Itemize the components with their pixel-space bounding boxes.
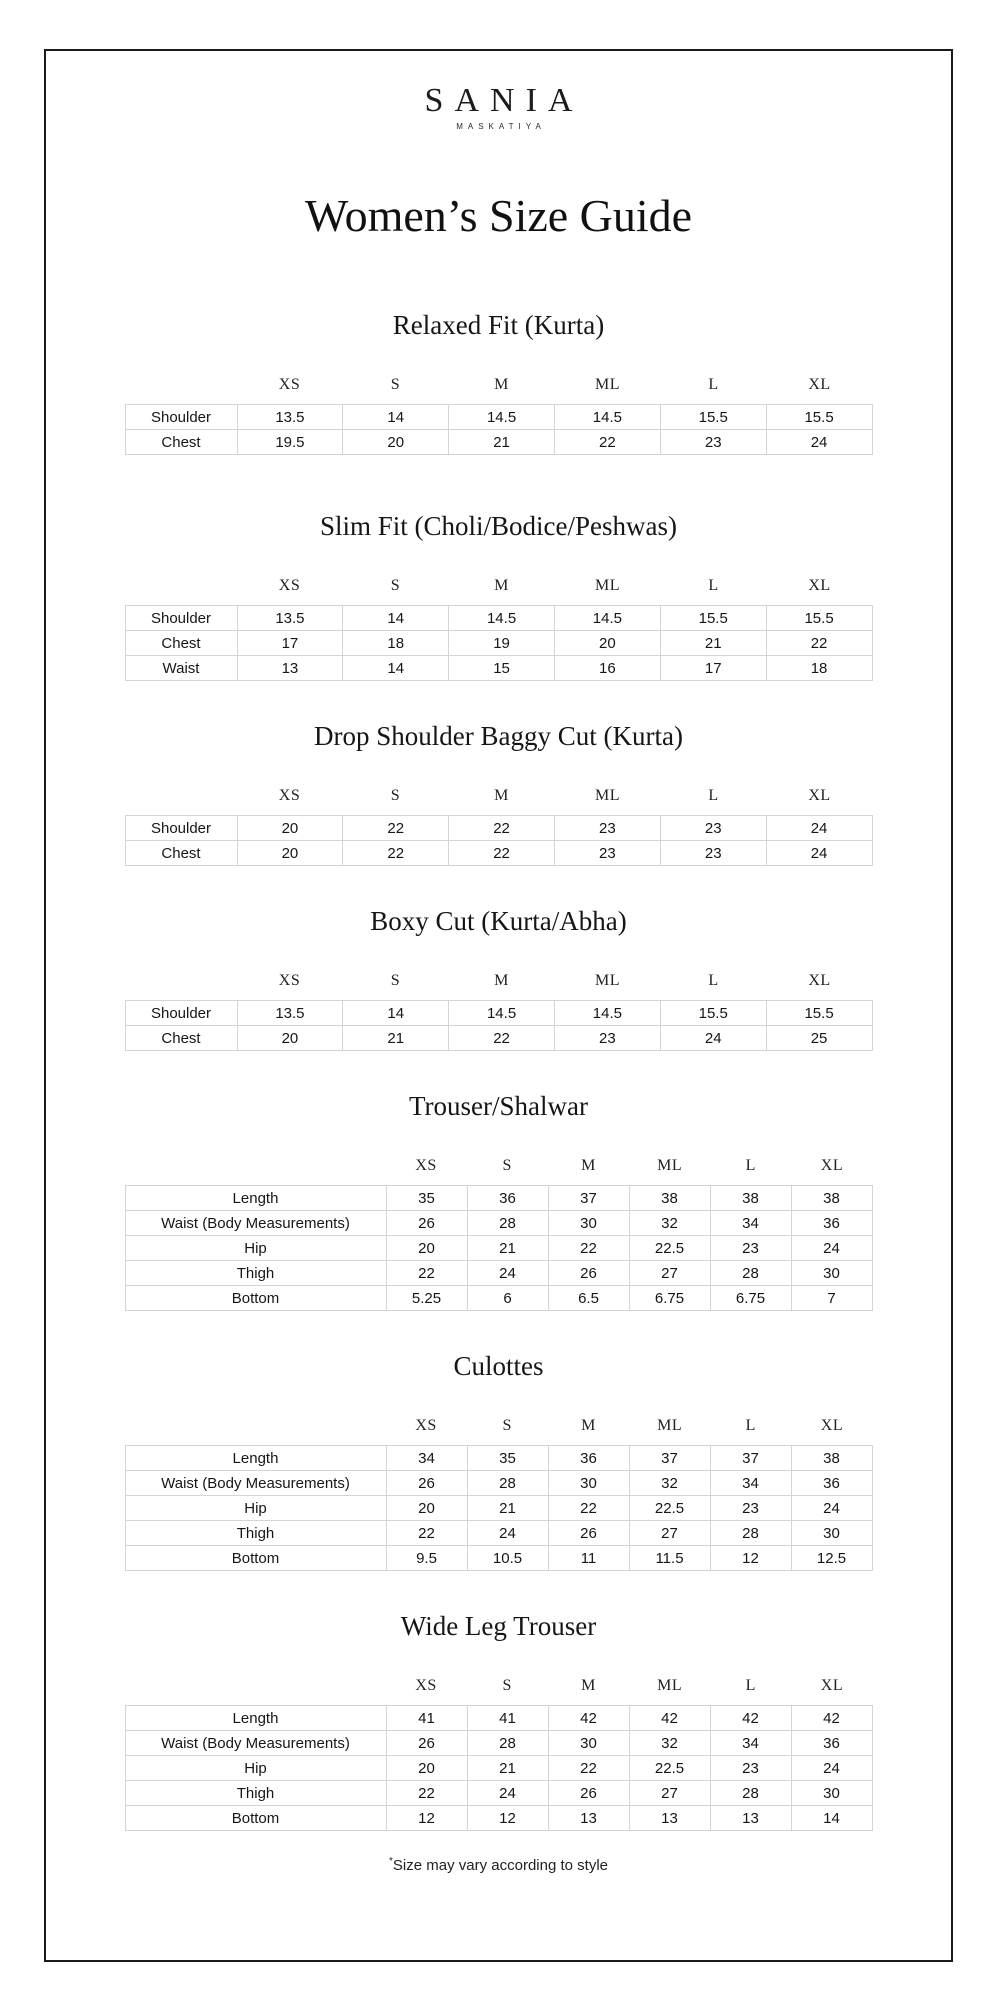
size-value: 34	[710, 1211, 791, 1236]
size-value: 26	[386, 1471, 467, 1496]
size-value: 22	[554, 430, 660, 455]
size-header: XL	[808, 577, 831, 594]
size-table	[125, 1185, 873, 1311]
size-value: 14	[343, 656, 449, 681]
size-value: 16	[554, 656, 660, 681]
table-row	[125, 1186, 872, 1211]
size-value: 24	[467, 1521, 548, 1546]
size-value: 28	[710, 1261, 791, 1286]
size-header: M	[494, 376, 509, 393]
size-value: 20	[343, 430, 449, 455]
size-value: 14.5	[449, 606, 555, 631]
size-section	[125, 904, 873, 1051]
row-label: Shoulder	[125, 816, 237, 841]
row-label: Chest	[125, 631, 237, 656]
size-value: 15.5	[766, 606, 872, 631]
table-row	[125, 816, 872, 841]
size-value: 24	[791, 1236, 872, 1261]
size-value: 12.5	[791, 1546, 872, 1571]
size-section	[125, 308, 873, 455]
section-title: Culottes	[453, 1351, 544, 1381]
size-value: 13	[710, 1806, 791, 1831]
size-value: 24	[467, 1261, 548, 1286]
size-header: L	[708, 577, 719, 594]
size-header: XS	[278, 972, 301, 989]
size-header-row	[125, 1675, 873, 1697]
size-header-row	[125, 374, 873, 396]
size-value: 12	[467, 1806, 548, 1831]
size-table	[125, 815, 873, 866]
size-value: 22.5	[629, 1236, 710, 1261]
size-value: 34	[710, 1731, 791, 1756]
section-title: Slim Fit (Choli/Bodice/Peshwas)	[319, 511, 677, 541]
table-row	[125, 1706, 872, 1731]
size-value: 20	[386, 1236, 467, 1261]
size-header: XS	[415, 1417, 437, 1434]
table-row	[125, 1496, 872, 1521]
size-value: 37	[629, 1446, 710, 1471]
size-value: 22	[449, 1026, 555, 1051]
size-value: 6.75	[710, 1286, 791, 1311]
section-title: Trouser/Shalwar	[409, 1091, 588, 1121]
row-label: Chest	[125, 1026, 237, 1051]
size-value: 23	[660, 841, 766, 866]
size-section	[125, 1349, 873, 1571]
table-row	[125, 1446, 872, 1471]
row-label: Chest	[125, 841, 237, 866]
size-value: 20	[386, 1496, 467, 1521]
size-value: 32	[629, 1211, 710, 1236]
size-header: S	[390, 787, 401, 804]
table-row	[125, 631, 872, 656]
size-value: 36	[791, 1471, 872, 1496]
size-value: 7	[791, 1286, 872, 1311]
table-row	[125, 1471, 872, 1496]
size-value: 15.5	[660, 606, 766, 631]
table-row	[125, 1026, 872, 1051]
size-table	[125, 1000, 873, 1051]
size-table	[125, 605, 873, 681]
row-label: Shoulder	[125, 1001, 237, 1026]
size-value: 22.5	[629, 1496, 710, 1521]
row-label: Shoulder	[125, 606, 237, 631]
size-value: 21	[449, 430, 555, 455]
size-header: S	[390, 577, 401, 594]
size-value: 10.5	[467, 1546, 548, 1571]
table-row	[125, 1236, 872, 1261]
size-value: 19	[449, 631, 555, 656]
size-value: 20	[386, 1756, 467, 1781]
size-section	[125, 509, 873, 681]
size-value: 37	[710, 1446, 791, 1471]
row-label: Hip	[125, 1496, 386, 1521]
row-label: Bottom	[125, 1286, 386, 1311]
size-header: XL	[820, 1157, 844, 1174]
size-header: ML	[595, 787, 620, 804]
size-value: 38	[629, 1186, 710, 1211]
size-header: L	[708, 972, 719, 989]
size-table	[125, 404, 873, 455]
size-value: 22	[766, 631, 872, 656]
size-header: XS	[415, 1157, 437, 1174]
size-value: 22	[548, 1236, 629, 1261]
size-value: 24	[791, 1496, 872, 1521]
size-value: 15.5	[766, 405, 872, 430]
size-header-row	[125, 1415, 873, 1437]
size-value: 30	[548, 1471, 629, 1496]
size-value: 6	[467, 1286, 548, 1311]
size-value: 21	[467, 1756, 548, 1781]
size-value: 24	[467, 1781, 548, 1806]
size-value: 13	[548, 1806, 629, 1831]
size-value: 5.25	[386, 1286, 467, 1311]
size-value: 37	[548, 1186, 629, 1211]
size-header: S	[390, 376, 401, 393]
size-value: 36	[791, 1211, 872, 1236]
size-header: M	[581, 1417, 596, 1434]
size-value: 24	[766, 816, 872, 841]
size-value: 14.5	[449, 405, 555, 430]
row-label: Shoulder	[125, 405, 237, 430]
size-header: ML	[657, 1417, 683, 1434]
size-value: 17	[237, 631, 343, 656]
size-value: 15	[449, 656, 555, 681]
size-value: 22	[343, 841, 449, 866]
size-value: 26	[548, 1781, 629, 1806]
size-table	[125, 1705, 873, 1831]
size-value: 22	[386, 1261, 467, 1286]
size-header-row	[125, 785, 873, 807]
size-value: 17	[660, 656, 766, 681]
size-value: 22.5	[629, 1756, 710, 1781]
table-row	[125, 1756, 872, 1781]
row-label: Waist (Body Measurements)	[125, 1211, 386, 1236]
size-header: XS	[278, 376, 301, 393]
table-row	[125, 1001, 872, 1026]
size-value: 22	[386, 1521, 467, 1546]
size-value: 14	[343, 405, 449, 430]
size-value: 23	[554, 841, 660, 866]
size-value: 20	[237, 816, 343, 841]
row-label: Hip	[125, 1756, 386, 1781]
table-row	[125, 1806, 872, 1831]
size-value: 11	[548, 1546, 629, 1571]
size-value: 30	[791, 1261, 872, 1286]
size-header: S	[502, 1157, 512, 1174]
size-header: ML	[657, 1677, 683, 1694]
brand-name: SANIA	[424, 82, 584, 119]
size-value: 32	[629, 1471, 710, 1496]
brand-logo	[125, 51, 873, 132]
size-table	[125, 1445, 873, 1571]
table-row	[125, 1521, 872, 1546]
size-value: 22	[343, 816, 449, 841]
size-value: 28	[467, 1731, 548, 1756]
size-header: ML	[657, 1157, 683, 1174]
size-value: 42	[791, 1706, 872, 1731]
size-header: XL	[808, 376, 831, 393]
row-label: Hip	[125, 1236, 386, 1261]
size-value: 41	[467, 1706, 548, 1731]
size-value: 19.5	[237, 430, 343, 455]
size-value: 23	[554, 1026, 660, 1051]
size-value: 38	[791, 1446, 872, 1471]
size-value: 22	[548, 1496, 629, 1521]
sections	[125, 308, 873, 1831]
page-content	[125, 51, 873, 1874]
size-header: XS	[278, 787, 301, 804]
size-value: 34	[710, 1471, 791, 1496]
row-label: Chest	[125, 430, 237, 455]
size-header: XL	[808, 972, 831, 989]
size-header: XL	[820, 1677, 844, 1694]
section-title: Relaxed Fit (Kurta)	[392, 310, 605, 340]
row-label: Length	[125, 1186, 386, 1211]
section-title: Boxy Cut (Kurta/Abha)	[370, 906, 627, 936]
table-row	[125, 430, 872, 455]
size-header: L	[708, 376, 719, 393]
footnote-asterisk: *	[389, 1856, 393, 1867]
row-label: Thigh	[125, 1521, 386, 1546]
size-header: ML	[595, 376, 620, 393]
size-value: 9.5	[386, 1546, 467, 1571]
table-row	[125, 1731, 872, 1756]
size-value: 13	[629, 1806, 710, 1831]
size-header: XS	[415, 1677, 437, 1694]
table-row	[125, 606, 872, 631]
size-value: 18	[766, 656, 872, 681]
table-row	[125, 1781, 872, 1806]
size-value: 26	[386, 1731, 467, 1756]
size-value: 14.5	[554, 405, 660, 430]
size-header: XS	[278, 577, 301, 594]
size-value: 42	[710, 1706, 791, 1731]
size-header: M	[494, 787, 509, 804]
size-value: 35	[467, 1446, 548, 1471]
size-value: 14.5	[554, 1001, 660, 1026]
size-value: 23	[554, 816, 660, 841]
size-value: 36	[467, 1186, 548, 1211]
size-value: 27	[629, 1781, 710, 1806]
table-row	[125, 656, 872, 681]
size-value: 30	[791, 1521, 872, 1546]
size-value: 28	[710, 1781, 791, 1806]
size-header: ML	[595, 577, 620, 594]
size-value: 24	[791, 1756, 872, 1781]
size-value: 15.5	[660, 1001, 766, 1026]
size-value: 15.5	[660, 405, 766, 430]
table-row	[125, 841, 872, 866]
row-label: Waist (Body Measurements)	[125, 1731, 386, 1756]
size-value: 22	[449, 841, 555, 866]
size-value: 21	[467, 1236, 548, 1261]
size-value: 13	[237, 656, 343, 681]
size-value: 12	[386, 1806, 467, 1831]
size-header: M	[494, 972, 509, 989]
size-value: 41	[386, 1706, 467, 1731]
row-label: Thigh	[125, 1781, 386, 1806]
row-label: Waist	[125, 656, 237, 681]
row-label: Bottom	[125, 1546, 386, 1571]
brand-tagline: MASKATIYA	[456, 122, 546, 131]
size-value: 23	[660, 816, 766, 841]
size-value: 26	[386, 1211, 467, 1236]
size-header: S	[502, 1417, 512, 1434]
size-value: 30	[791, 1781, 872, 1806]
size-value: 24	[660, 1026, 766, 1051]
size-value: 12	[710, 1546, 791, 1571]
size-value: 14	[343, 1001, 449, 1026]
size-value: 6.75	[629, 1286, 710, 1311]
row-label: Length	[125, 1706, 386, 1731]
size-value: 14.5	[449, 1001, 555, 1026]
size-value: 22	[548, 1756, 629, 1781]
size-value: 28	[710, 1521, 791, 1546]
size-header: L	[745, 1677, 756, 1694]
size-value: 26	[548, 1521, 629, 1546]
size-value: 42	[548, 1706, 629, 1731]
size-header: M	[581, 1157, 596, 1174]
size-header: S	[390, 972, 401, 989]
size-value: 27	[629, 1261, 710, 1286]
size-section	[125, 1609, 873, 1831]
size-value: 34	[386, 1446, 467, 1471]
size-value: 14	[343, 606, 449, 631]
size-value: 26	[548, 1261, 629, 1286]
page-frame	[44, 49, 953, 1962]
size-value: 13.5	[237, 405, 343, 430]
size-value: 20	[554, 631, 660, 656]
size-value: 30	[548, 1211, 629, 1236]
section-title: Drop Shoulder Baggy Cut (Kurta)	[314, 721, 683, 751]
size-value: 38	[710, 1186, 791, 1211]
row-label: Waist (Body Measurements)	[125, 1471, 386, 1496]
row-label: Thigh	[125, 1261, 386, 1286]
size-value: 23	[710, 1496, 791, 1521]
size-value: 22	[449, 816, 555, 841]
size-header-row	[125, 575, 873, 597]
size-value: 23	[710, 1756, 791, 1781]
size-value: 38	[791, 1186, 872, 1211]
size-value: 20	[237, 841, 343, 866]
table-row	[125, 1211, 872, 1236]
size-value: 20	[237, 1026, 343, 1051]
size-header: ML	[595, 972, 620, 989]
size-value: 23	[660, 430, 766, 455]
size-value: 21	[660, 631, 766, 656]
table-row	[125, 1546, 872, 1571]
size-value: 24	[766, 430, 872, 455]
size-value: 28	[467, 1211, 548, 1236]
size-value: 28	[467, 1471, 548, 1496]
size-header: L	[708, 787, 719, 804]
size-value: 36	[791, 1731, 872, 1756]
size-value: 22	[386, 1781, 467, 1806]
size-value: 32	[629, 1731, 710, 1756]
row-label: Length	[125, 1446, 386, 1471]
row-label: Bottom	[125, 1806, 386, 1831]
size-section	[125, 719, 873, 866]
table-row	[125, 1286, 872, 1311]
page-title: Women’s Size Guide	[304, 190, 693, 241]
size-header: XL	[820, 1417, 844, 1434]
size-header: M	[494, 577, 509, 594]
footnote-text: Size may vary according to style	[392, 1857, 608, 1874]
size-header: S	[502, 1677, 512, 1694]
footnote	[125, 1857, 873, 1874]
size-header: L	[745, 1417, 756, 1434]
size-value: 27	[629, 1521, 710, 1546]
size-value: 14	[791, 1806, 872, 1831]
size-header-row	[125, 1155, 873, 1177]
size-value: 42	[629, 1706, 710, 1731]
size-value: 11.5	[629, 1546, 710, 1571]
size-value: 35	[386, 1186, 467, 1211]
size-value: 21	[467, 1496, 548, 1521]
table-row	[125, 1261, 872, 1286]
size-section	[125, 1089, 873, 1311]
size-header-row	[125, 970, 873, 992]
size-value: 14.5	[554, 606, 660, 631]
size-value: 15.5	[766, 1001, 872, 1026]
size-value: 21	[343, 1026, 449, 1051]
size-value: 13.5	[237, 606, 343, 631]
table-row	[125, 405, 872, 430]
size-value: 6.5	[548, 1286, 629, 1311]
size-value: 18	[343, 631, 449, 656]
size-value: 23	[710, 1236, 791, 1261]
size-value: 25	[766, 1026, 872, 1051]
size-value: 36	[548, 1446, 629, 1471]
section-title: Wide Leg Trouser	[400, 1611, 597, 1641]
size-value: 30	[548, 1731, 629, 1756]
size-value: 24	[766, 841, 872, 866]
size-value: 13.5	[237, 1001, 343, 1026]
size-header: M	[581, 1677, 596, 1694]
size-header: XL	[808, 787, 831, 804]
size-header: L	[745, 1157, 756, 1174]
